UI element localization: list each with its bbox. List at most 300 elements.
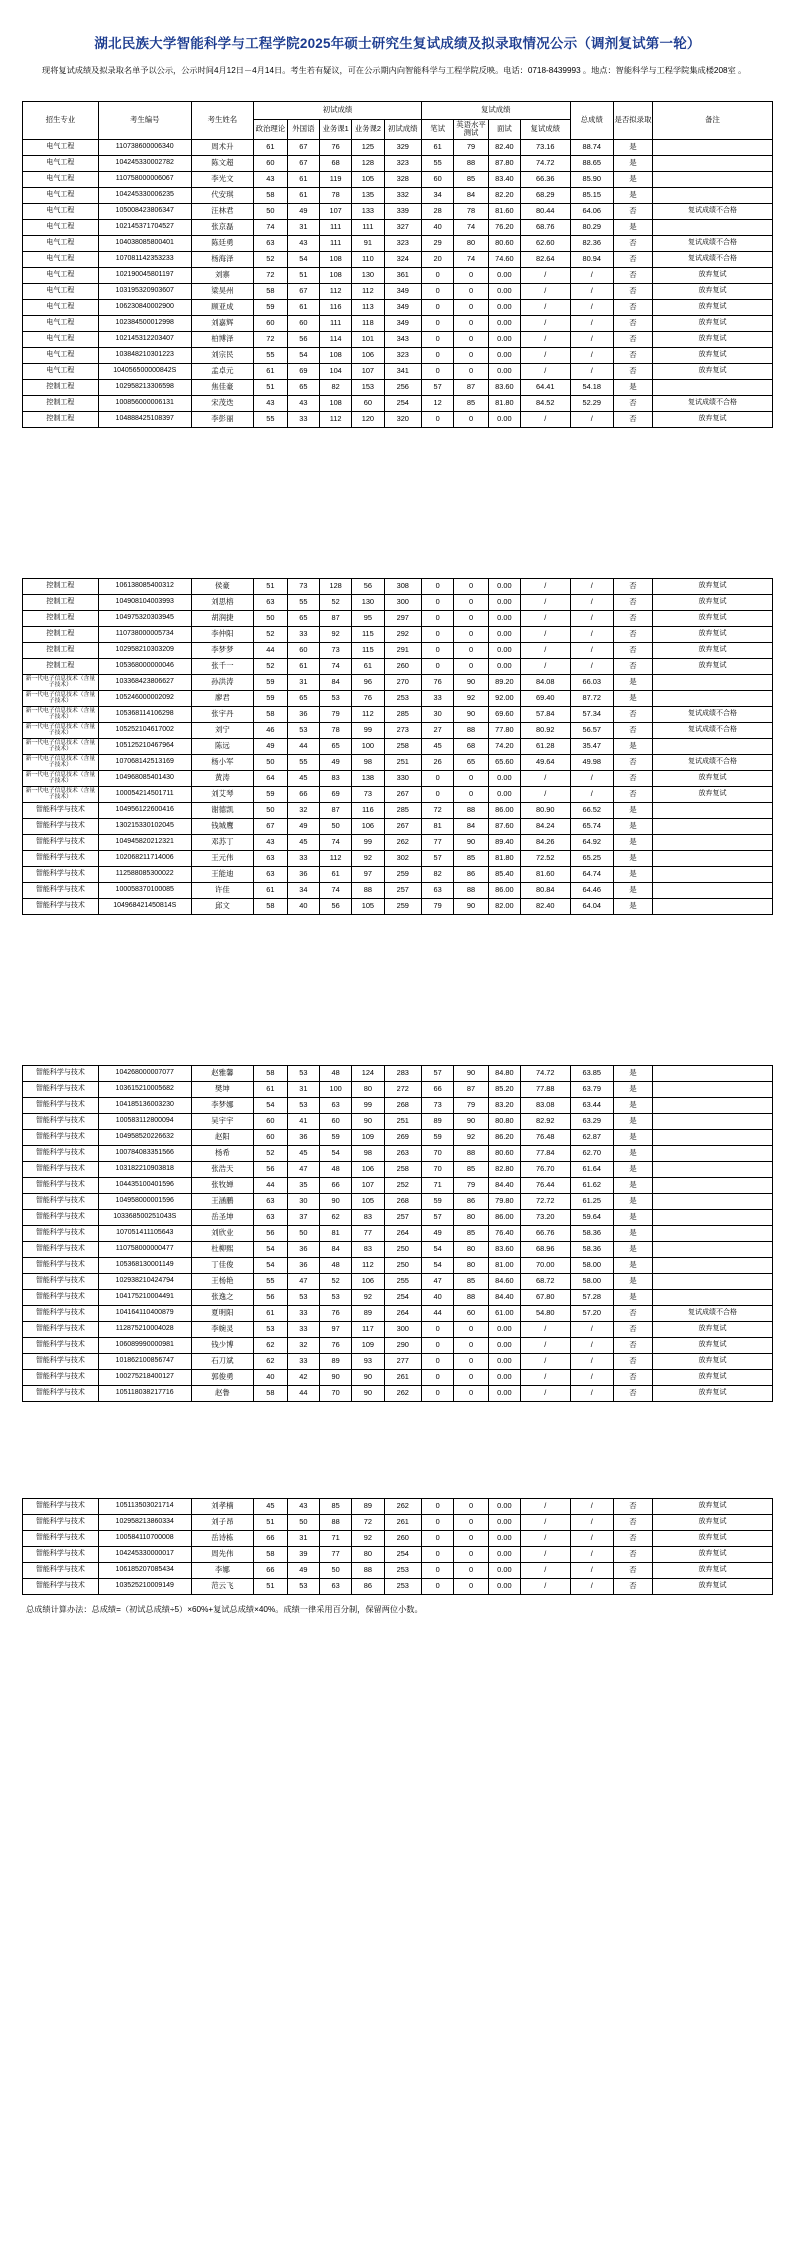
cell-major: 智能科学与技术	[23, 1257, 99, 1273]
cell-score: 0	[454, 1353, 489, 1369]
cell-name: 李仲阳	[191, 626, 253, 642]
cell-score: 79	[422, 898, 454, 914]
cell-score: 30	[422, 706, 454, 722]
cell-score: 89	[320, 1353, 352, 1369]
cell-major: 智能科学与技术	[23, 1209, 99, 1225]
cell-admitted: 否	[614, 1369, 653, 1385]
cell-score: /	[570, 1546, 614, 1562]
cell-exam-no: 107051411105643	[98, 1225, 191, 1241]
cell-score: 65	[287, 610, 319, 626]
cell-score: 82.64	[521, 251, 571, 267]
cell-score: 59	[254, 299, 288, 315]
cell-admitted: 否	[614, 1337, 653, 1353]
cell-score: 26	[422, 754, 454, 770]
cell-score: 105	[352, 1193, 384, 1209]
cell-score: 58	[254, 283, 288, 299]
cell-score: 112	[320, 283, 352, 299]
cell-remark	[652, 187, 772, 203]
cell-exam-no: 100784083351566	[98, 1145, 191, 1161]
cell-score: 82.40	[521, 898, 571, 914]
cell-score: 63	[320, 1578, 352, 1594]
col-name: 考生姓名	[191, 101, 253, 139]
cell-score: 53	[320, 1289, 352, 1305]
cell-score: 138	[352, 770, 384, 786]
cell-score: 116	[320, 299, 352, 315]
cell-score: /	[570, 594, 614, 610]
cell-score: 133	[352, 203, 384, 219]
cell-score: 86	[352, 1578, 384, 1594]
cell-exam-no: 105368000000046	[98, 658, 191, 674]
cell-score: 44	[287, 738, 319, 754]
cell-remark	[652, 1177, 772, 1193]
cell-score: 119	[320, 171, 352, 187]
cell-score: 90	[352, 1113, 384, 1129]
cell-score: 99	[352, 722, 384, 738]
cell-score: 33	[287, 1321, 319, 1337]
col-foreign: 外国语	[287, 119, 319, 139]
cell-score: 43	[254, 171, 288, 187]
cell-score: 70.00	[521, 1257, 571, 1273]
cell-score: /	[570, 626, 614, 642]
cell-name: 李光文	[191, 171, 253, 187]
cell-score: /	[570, 1353, 614, 1369]
notice-paragraph-2	[26, 79, 769, 92]
table-row	[23, 267, 773, 283]
cell-score: 0.00	[488, 1530, 520, 1546]
cell-score: 108	[320, 395, 352, 411]
cell-score: 85	[454, 395, 489, 411]
cell-exam-no: 104185136003230	[98, 1097, 191, 1113]
cell-major: 智能科学与技术	[23, 882, 99, 898]
cell-score: 0.00	[488, 283, 520, 299]
cell-score: 53	[287, 1578, 319, 1594]
cell-exam-no: 105118038217716	[98, 1385, 191, 1401]
cell-name: 周先伟	[191, 1546, 253, 1562]
scores-table-4	[22, 1498, 773, 1595]
table-row	[23, 1530, 773, 1546]
cell-score: 61	[287, 171, 319, 187]
cell-name: 谢德凯	[191, 802, 253, 818]
cell-score: 51	[254, 1514, 288, 1530]
cell-major: 智能科学与技术	[23, 1193, 99, 1209]
cell-exam-no: 104908104003993	[98, 594, 191, 610]
cell-score: 253	[384, 1578, 422, 1594]
cell-score: 49	[254, 738, 288, 754]
cell-score: 48	[320, 1161, 352, 1177]
cell-score: 90	[454, 1113, 489, 1129]
cell-score: 74	[254, 219, 288, 235]
cell-score: 27	[422, 722, 454, 738]
cell-score: 90	[454, 834, 489, 850]
cell-score: /	[570, 1530, 614, 1546]
cell-score: 56	[254, 1225, 288, 1241]
cell-score: 63	[254, 866, 288, 882]
cell-score: 0.00	[488, 786, 520, 802]
cell-score: /	[521, 626, 571, 642]
cell-score: 66.76	[521, 1225, 571, 1241]
cell-admitted: 否	[614, 626, 653, 642]
cell-score: 254	[384, 1289, 422, 1305]
cell-score: /	[521, 610, 571, 626]
cell-score: 84.60	[488, 1273, 520, 1289]
cell-score: 60	[254, 1129, 288, 1145]
cell-score: 65	[320, 738, 352, 754]
cell-score: 112	[320, 850, 352, 866]
table-row	[23, 1113, 773, 1129]
cell-score: 66	[422, 1081, 454, 1097]
cell-score: 85.15	[570, 187, 614, 203]
cell-score: 300	[384, 1321, 422, 1337]
cell-score: 250	[384, 1257, 422, 1273]
cell-score: 0	[422, 1530, 454, 1546]
cell-score: 50	[320, 1562, 352, 1578]
cell-score: 0.00	[488, 1369, 520, 1385]
cell-exam-no: 107068142513169	[98, 754, 191, 770]
cell-score: 0	[422, 1353, 454, 1369]
scores-table-1	[22, 101, 773, 428]
cell-score: 41	[287, 1113, 319, 1129]
cell-major: 电气工程	[23, 203, 99, 219]
cell-name: 梁昊州	[191, 283, 253, 299]
cell-score: 115	[352, 642, 384, 658]
cell-remark: 放弃复试	[652, 1546, 772, 1562]
cell-score: 50	[287, 1225, 319, 1241]
cell-score: 111	[352, 219, 384, 235]
cell-score: 36	[287, 1257, 319, 1273]
cell-score: 56	[287, 331, 319, 347]
cell-name: 李婉灵	[191, 1321, 253, 1337]
cell-score: 86.20	[488, 1129, 520, 1145]
cell-score: 264	[384, 1305, 422, 1321]
cell-score: 106	[352, 1161, 384, 1177]
cell-score: 62	[254, 1353, 288, 1369]
cell-score: 49	[422, 1225, 454, 1241]
table-row	[23, 1305, 773, 1321]
cell-admitted: 否	[614, 754, 653, 770]
cell-remark: 放弃复试	[652, 331, 772, 347]
cell-score: 85.20	[488, 1081, 520, 1097]
cell-exam-no: 105246000002092	[98, 690, 191, 706]
cell-score: 89	[422, 1113, 454, 1129]
cell-score: 63.44	[570, 1097, 614, 1113]
cell-score: 270	[384, 674, 422, 690]
cell-score: /	[521, 331, 571, 347]
cell-score: 40	[422, 219, 454, 235]
cell-score: 112	[352, 1257, 384, 1273]
cell-score: 80	[454, 1257, 489, 1273]
cell-admitted: 是	[614, 1097, 653, 1113]
cell-exam-no: 104175210004491	[98, 1289, 191, 1305]
cell-major: 智能科学与技术	[23, 1241, 99, 1257]
cell-score: 68	[320, 155, 352, 171]
table-row	[23, 786, 773, 802]
cell-score: 66.36	[521, 171, 571, 187]
cell-remark: 放弃复试	[652, 1514, 772, 1530]
cell-name: 郭俊勇	[191, 1369, 253, 1385]
cell-score: 120	[352, 411, 384, 427]
page-gap-1	[22, 428, 773, 578]
cell-score: 63	[254, 1193, 288, 1209]
table-row	[23, 315, 773, 331]
cell-score: 73.20	[521, 1209, 571, 1225]
cell-score: 111	[320, 235, 352, 251]
cell-score: 82	[422, 866, 454, 882]
cell-score: 74	[320, 658, 352, 674]
cell-name: 钱城鹰	[191, 818, 253, 834]
table-row	[23, 187, 773, 203]
cell-exam-no: 107081142353233	[98, 251, 191, 267]
cell-admitted: 否	[614, 1321, 653, 1337]
cell-score: 50	[287, 1514, 319, 1530]
cell-admitted: 是	[614, 379, 653, 395]
table-row	[23, 898, 773, 914]
cell-exam-no: 102958213306598	[98, 379, 191, 395]
cell-exam-no: 104958000001596	[98, 1193, 191, 1209]
cell-score: 124	[352, 1065, 384, 1081]
cell-remark	[652, 834, 772, 850]
cell-score: 290	[384, 1337, 422, 1353]
cell-score: 90	[352, 1369, 384, 1385]
cell-exam-no: 102145371704527	[98, 219, 191, 235]
cell-score: 40	[422, 1289, 454, 1305]
cell-score: 349	[384, 299, 422, 315]
cell-score: 135	[352, 187, 384, 203]
cell-score: 54	[254, 1257, 288, 1273]
cell-name: 杨小军	[191, 754, 253, 770]
cell-score: 0	[454, 1562, 489, 1578]
cell-major: 新一代电子信息技术（含量子技术）	[23, 690, 99, 706]
cell-score: 52	[254, 626, 288, 642]
cell-score: 50	[254, 610, 288, 626]
cell-score: 153	[352, 379, 384, 395]
cell-score: 42	[287, 1369, 319, 1385]
cell-score: 90	[454, 706, 489, 722]
cell-score: 107	[320, 203, 352, 219]
cell-score: 0.00	[488, 1578, 520, 1594]
cell-score: 128	[352, 155, 384, 171]
cell-score: 262	[384, 834, 422, 850]
cell-score: 55	[254, 1273, 288, 1289]
cell-score: /	[521, 347, 571, 363]
cell-score: 76	[352, 690, 384, 706]
cell-score: 82.40	[488, 139, 520, 155]
cell-name: 陈远	[191, 738, 253, 754]
col-biz1: 业务课1	[320, 119, 352, 139]
cell-admitted: 是	[614, 866, 653, 882]
cell-score: 86	[454, 866, 489, 882]
cell-score: 0.00	[488, 594, 520, 610]
cell-name: 廖君	[191, 690, 253, 706]
cell-score: 70	[320, 1385, 352, 1401]
cell-name: 胡润捷	[191, 610, 253, 626]
cell-name: 岳诗栋	[191, 1530, 253, 1546]
cell-name: 吴宇宇	[191, 1113, 253, 1129]
cell-score: 111	[320, 315, 352, 331]
cell-score: 0.00	[488, 1337, 520, 1353]
cell-admitted: 否	[614, 1578, 653, 1594]
cell-score: 0	[454, 1578, 489, 1594]
cell-score: 92	[454, 1129, 489, 1145]
cell-score: 327	[384, 219, 422, 235]
page-title: 湖北民族大学智能科学与工程学院2025年硕士研究生复试成绩及拟录取情况公示（调剂复试第一轮）	[94, 36, 701, 51]
cell-score: 59	[254, 690, 288, 706]
cell-score: 66	[254, 1562, 288, 1578]
cell-name: 顾亚成	[191, 299, 253, 315]
cell-name: 周术升	[191, 139, 253, 155]
cell-score: /	[521, 1369, 571, 1385]
cell-score: 73	[320, 642, 352, 658]
cell-major: 控制工程	[23, 642, 99, 658]
cell-name: 汪林君	[191, 203, 253, 219]
cell-score: 69	[320, 786, 352, 802]
cell-exam-no: 106185207085434	[98, 1562, 191, 1578]
cell-score: 84	[320, 1241, 352, 1257]
cell-score: 63.29	[570, 1113, 614, 1129]
cell-score: 31	[287, 1081, 319, 1097]
cell-name: 刘宗民	[191, 347, 253, 363]
cell-name: 焦佳豪	[191, 379, 253, 395]
cell-score: 89.40	[488, 834, 520, 850]
cell-remark	[652, 171, 772, 187]
cell-exam-no: 105252104617002	[98, 722, 191, 738]
cell-score: 89	[352, 1305, 384, 1321]
cell-major: 智能科学与技术	[23, 1498, 99, 1514]
cell-score: 82.00	[488, 898, 520, 914]
cell-score: 76	[422, 674, 454, 690]
cell-name: 刘宁	[191, 722, 253, 738]
cell-score: 0.00	[488, 315, 520, 331]
cell-score: 90	[454, 1065, 489, 1081]
cell-remark	[652, 850, 772, 866]
cell-score: 99	[352, 1097, 384, 1113]
cell-score: 74.72	[521, 1065, 571, 1081]
table-row	[23, 1498, 773, 1514]
cell-score: 92	[320, 626, 352, 642]
cell-score: 109	[352, 1129, 384, 1145]
cell-admitted: 是	[614, 850, 653, 866]
cell-name: 黄涛	[191, 770, 253, 786]
cell-score: 100	[352, 738, 384, 754]
cell-admitted: 是	[614, 802, 653, 818]
cell-score: 58.00	[570, 1273, 614, 1289]
cell-admitted: 是	[614, 155, 653, 171]
cell-score: 0	[422, 642, 454, 658]
cell-score: 35	[287, 1177, 319, 1193]
cell-major: 控制工程	[23, 658, 99, 674]
cell-remark	[652, 1273, 772, 1289]
cell-score: 45	[287, 834, 319, 850]
cell-score: /	[521, 1321, 571, 1337]
cell-remark: 放弃复试	[652, 770, 772, 786]
cell-score: 61	[254, 363, 288, 379]
cell-admitted: 是	[614, 1225, 653, 1241]
cell-major: 电气工程	[23, 283, 99, 299]
cell-name: 王涵鹏	[191, 1193, 253, 1209]
cell-score: /	[570, 786, 614, 802]
cell-score: 341	[384, 363, 422, 379]
cell-exam-no: 102190045801197	[98, 267, 191, 283]
cell-score: /	[570, 315, 614, 331]
scores-table-2	[22, 578, 773, 915]
cell-score: 36	[287, 706, 319, 722]
col-major: 招生专业	[23, 101, 99, 139]
cell-score: 82.80	[488, 1161, 520, 1177]
cell-score: 63	[422, 882, 454, 898]
cell-major: 智能科学与技术	[23, 1353, 99, 1369]
cell-score: 90	[454, 674, 489, 690]
cell-score: 34	[287, 882, 319, 898]
cell-score: 51	[254, 578, 288, 594]
cell-exam-no: 103525210009149	[98, 1578, 191, 1594]
cell-score: 62.87	[570, 1129, 614, 1145]
table-row	[23, 674, 773, 690]
table-row	[23, 1065, 773, 1081]
cell-name: 杨海泽	[191, 251, 253, 267]
cell-score: 73.16	[521, 139, 571, 155]
cell-score: 84.40	[488, 1177, 520, 1193]
cell-score: 78	[454, 203, 489, 219]
cell-score: 0.00	[488, 347, 520, 363]
cell-major: 控制工程	[23, 379, 99, 395]
cell-score: 58	[254, 1065, 288, 1081]
cell-score: 259	[384, 898, 422, 914]
cell-score: 90	[352, 1385, 384, 1401]
cell-major: 电气工程	[23, 235, 99, 251]
cell-score: 58	[254, 1546, 288, 1562]
cell-score: 54.18	[570, 379, 614, 395]
cell-score: /	[521, 363, 571, 379]
cell-score: 116	[352, 802, 384, 818]
cell-score: 61	[287, 187, 319, 203]
cell-score: 67.80	[521, 1289, 571, 1305]
cell-name: 陈文超	[191, 155, 253, 171]
cell-exam-no: 104245330002782	[98, 155, 191, 171]
cell-admitted: 否	[614, 1305, 653, 1321]
table-row	[23, 610, 773, 626]
cell-score: 332	[384, 187, 422, 203]
cell-major: 控制工程	[23, 626, 99, 642]
cell-score: 62.60	[521, 235, 571, 251]
cell-major: 智能科学与技术	[23, 1177, 99, 1193]
cell-score: 88	[454, 1145, 489, 1161]
cell-score: 54	[287, 347, 319, 363]
cell-score: 125	[352, 139, 384, 155]
cell-score: 255	[384, 1273, 422, 1289]
cell-score: 59	[254, 786, 288, 802]
cell-score: 61	[287, 658, 319, 674]
cell-score: 43	[254, 395, 288, 411]
cell-score: 251	[384, 754, 422, 770]
cell-score: /	[570, 347, 614, 363]
cell-exam-no: 101862100856747	[98, 1353, 191, 1369]
cell-score: 40	[254, 1369, 288, 1385]
cell-remark: 放弃复试	[652, 315, 772, 331]
cell-score: 74	[320, 882, 352, 898]
cell-major: 智能科学与技术	[23, 850, 99, 866]
table-row	[23, 1546, 773, 1562]
cell-score: 106	[352, 818, 384, 834]
cell-score: 51	[254, 379, 288, 395]
cell-score: 117	[352, 1321, 384, 1337]
cell-score: 32	[287, 802, 319, 818]
cell-score: 84	[320, 674, 352, 690]
cell-major: 电气工程	[23, 267, 99, 283]
cell-name: 岳圣坤	[191, 1209, 253, 1225]
col-biz2: 业务课2	[352, 119, 384, 139]
cell-remark: 放弃复试	[652, 347, 772, 363]
cell-score: 44	[254, 1177, 288, 1193]
cell-score: 62	[320, 1209, 352, 1225]
